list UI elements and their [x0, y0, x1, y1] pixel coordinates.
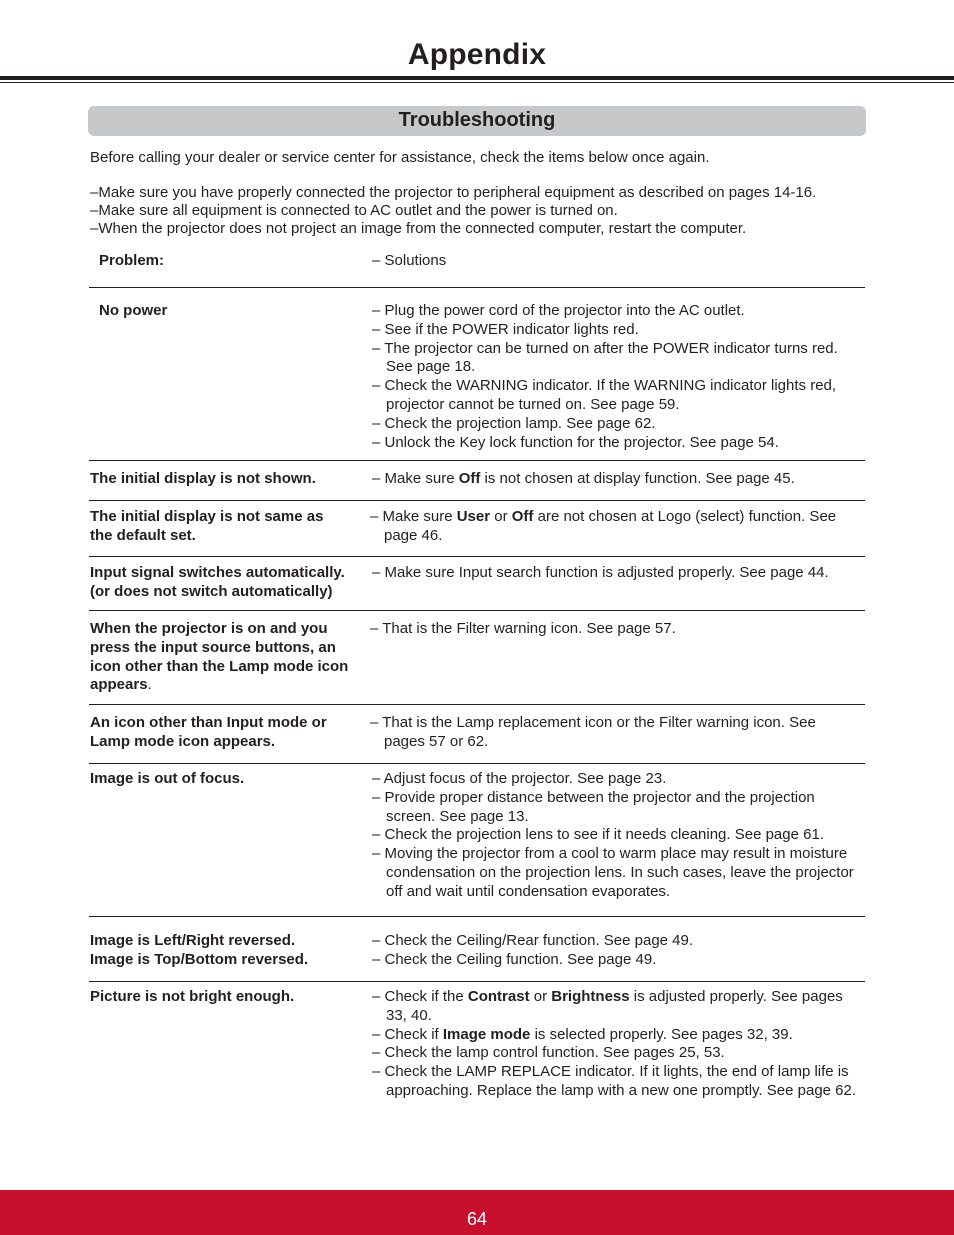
- solution-item: [372, 951, 864, 970]
- solution-text: – Check the WARNING indicator. If the WARNING indicator lights red, projector cannot be turned on. See page 59.: [372, 377, 837, 413]
- solutions-cell: [372, 932, 864, 970]
- solution-item: [372, 932, 864, 951]
- solutions-cell: [372, 470, 864, 489]
- solution-text: – Make sure: [372, 470, 459, 487]
- solution-item: [372, 470, 864, 489]
- solution-item: [370, 508, 862, 546]
- problem-cell: Input signal switches automatically. (or does not switch automatically): [90, 564, 345, 600]
- solutions-cell: [372, 988, 864, 1101]
- solution-text: – Check the lamp control function. See pages 25, 53.: [372, 1044, 725, 1062]
- solution-text: – Plug the power cord of the projector into the AC outlet.: [372, 302, 745, 319]
- solution-item: [372, 377, 864, 415]
- problem-text: When the projector is on and you press the input source buttons, an icon other than the Lamp mode icon appears: [90, 620, 349, 694]
- solution-text: or: [529, 988, 552, 1005]
- solution-emphasis: Off: [511, 508, 534, 525]
- solution-item: [372, 434, 864, 453]
- intro-text: Before calling your dealer or service center for assistance, check the items below once again.: [90, 149, 710, 166]
- solution-emphasis: User: [456, 508, 491, 525]
- page-number: 64: [466, 1209, 488, 1229]
- solution-text: – Make sure Input search function is adjusted properly. See page 44.: [372, 564, 829, 581]
- solution-text: or: [490, 508, 512, 525]
- problem-cell: Image is out of focus.: [90, 770, 245, 787]
- page-title: Appendix: [407, 38, 547, 71]
- table-divider: [89, 500, 865, 501]
- solution-text: – That is the Filter warning icon. See page 57.: [370, 620, 676, 637]
- table-divider: [89, 460, 865, 461]
- solution-text: – Check the LAMP REPLACE indicator. If it lights, the end of lamp life is approaching. Replace the lamp with a new one promptly. See page 62.: [372, 1063, 857, 1099]
- problem-cell: Picture is not bright enough.: [90, 988, 295, 1005]
- solution-text: – Check if: [372, 1025, 443, 1043]
- solution-emphasis: Brightness: [551, 988, 630, 1005]
- checklist-item: –Make sure you have properly connected the projector to peripheral equipment as described on pages 14-16.: [90, 184, 817, 201]
- solution-text: – Check if the: [372, 988, 468, 1005]
- solution-item: [372, 415, 864, 434]
- solutions-column-header: – Solutions: [372, 252, 447, 269]
- title-rule-thin: [0, 82, 954, 83]
- section-title: Troubleshooting: [398, 109, 556, 131]
- solution-item: [372, 988, 864, 1026]
- solution-item: [372, 340, 864, 378]
- solution-text: is selected properly. See pages 32, 39.: [530, 1025, 793, 1043]
- table-divider: [89, 704, 865, 705]
- solution-item: [372, 770, 864, 789]
- solution-item: [372, 845, 864, 901]
- solution-item: [372, 1044, 864, 1063]
- solutions-cell: [370, 714, 845, 752]
- solution-text: – Unlock the Key lock function for the projector. See page 54.: [372, 433, 779, 451]
- problem-cell: The initial display is not shown.: [90, 470, 316, 487]
- solution-item: [370, 714, 845, 752]
- solutions-cell: [370, 508, 862, 546]
- solution-text: – Check the Ceiling/Rear function. See page 49.: [372, 932, 694, 949]
- solution-text: – Provide proper distance between the projector and the projection screen. See page 13.: [372, 788, 815, 825]
- problem-cell: Image is Left/Right reversed. Image is Top/Bottom reversed.: [90, 932, 309, 968]
- table-divider: [89, 763, 865, 764]
- solution-text: is adjusted properly. See pages 33, 40.: [386, 988, 843, 1024]
- solutions-cell: [372, 770, 864, 902]
- checklist-item: –When the projector does not project an image from the connected computer, restart the computer.: [90, 220, 747, 237]
- solution-text: – The projector can be turned on after the POWER indicator turns red. See page 18.: [372, 339, 838, 376]
- checklist-item: –Make sure all equipment is connected to AC outlet and the power is turned on.: [90, 202, 618, 219]
- table-divider: [89, 287, 865, 288]
- solution-item: [372, 1063, 864, 1101]
- solution-item: [372, 302, 864, 321]
- solution-text: – Check the Ceiling function. See page 49.: [372, 950, 657, 968]
- solution-text: – Moving the projector from a cool to warm place may result in moisture condensation on the projection lens. In such cases, leave the projector off and wait until condensation evaporates.: [372, 845, 854, 900]
- solution-emphasis: Image mode: [442, 1025, 531, 1043]
- solution-text: – See if the POWER indicator lights red.: [372, 320, 639, 338]
- solutions-cell: [370, 620, 862, 639]
- problem-column-header: Problem:: [99, 252, 165, 269]
- solution-text: – That is the Lamp replacement icon or the Filter warning icon. See pages 57 or 62.: [370, 714, 816, 750]
- table-divider: [89, 610, 865, 611]
- problem-suffix: .: [147, 676, 152, 694]
- solution-item: [370, 620, 862, 639]
- solution-emphasis: Contrast: [467, 988, 530, 1005]
- solution-text: are not chosen at Logo (select) function. See page 46.: [384, 508, 837, 544]
- solution-item: [372, 826, 864, 845]
- solution-item: [372, 564, 864, 583]
- solution-text: – Check the projection lamp. See page 62.: [372, 414, 656, 432]
- solution-item: [372, 1026, 864, 1045]
- title-rule: [0, 76, 954, 80]
- table-divider: [89, 916, 865, 917]
- solution-text: is not chosen at display function. See page 45.: [480, 470, 795, 487]
- problem-cell: The initial display is not same as the default set.: [90, 508, 324, 544]
- solution-item: [372, 321, 864, 340]
- problem-cell: [90, 620, 355, 695]
- solution-text: – Make sure: [370, 508, 457, 525]
- table-divider: [89, 981, 865, 982]
- table-divider: [89, 556, 865, 557]
- problem-cell: No power: [99, 302, 168, 319]
- solutions-cell: [372, 564, 864, 583]
- solution-item: [372, 789, 864, 827]
- problem-cell: An icon other than Input mode or Lamp mode icon appears.: [90, 714, 327, 750]
- solution-text: – Check the projection lens to see if it needs cleaning. See page 61.: [372, 826, 824, 844]
- solution-text: – Adjust focus of the projector. See page 23.: [372, 770, 667, 787]
- solutions-cell: [372, 302, 864, 452]
- solution-emphasis: Off: [458, 470, 481, 487]
